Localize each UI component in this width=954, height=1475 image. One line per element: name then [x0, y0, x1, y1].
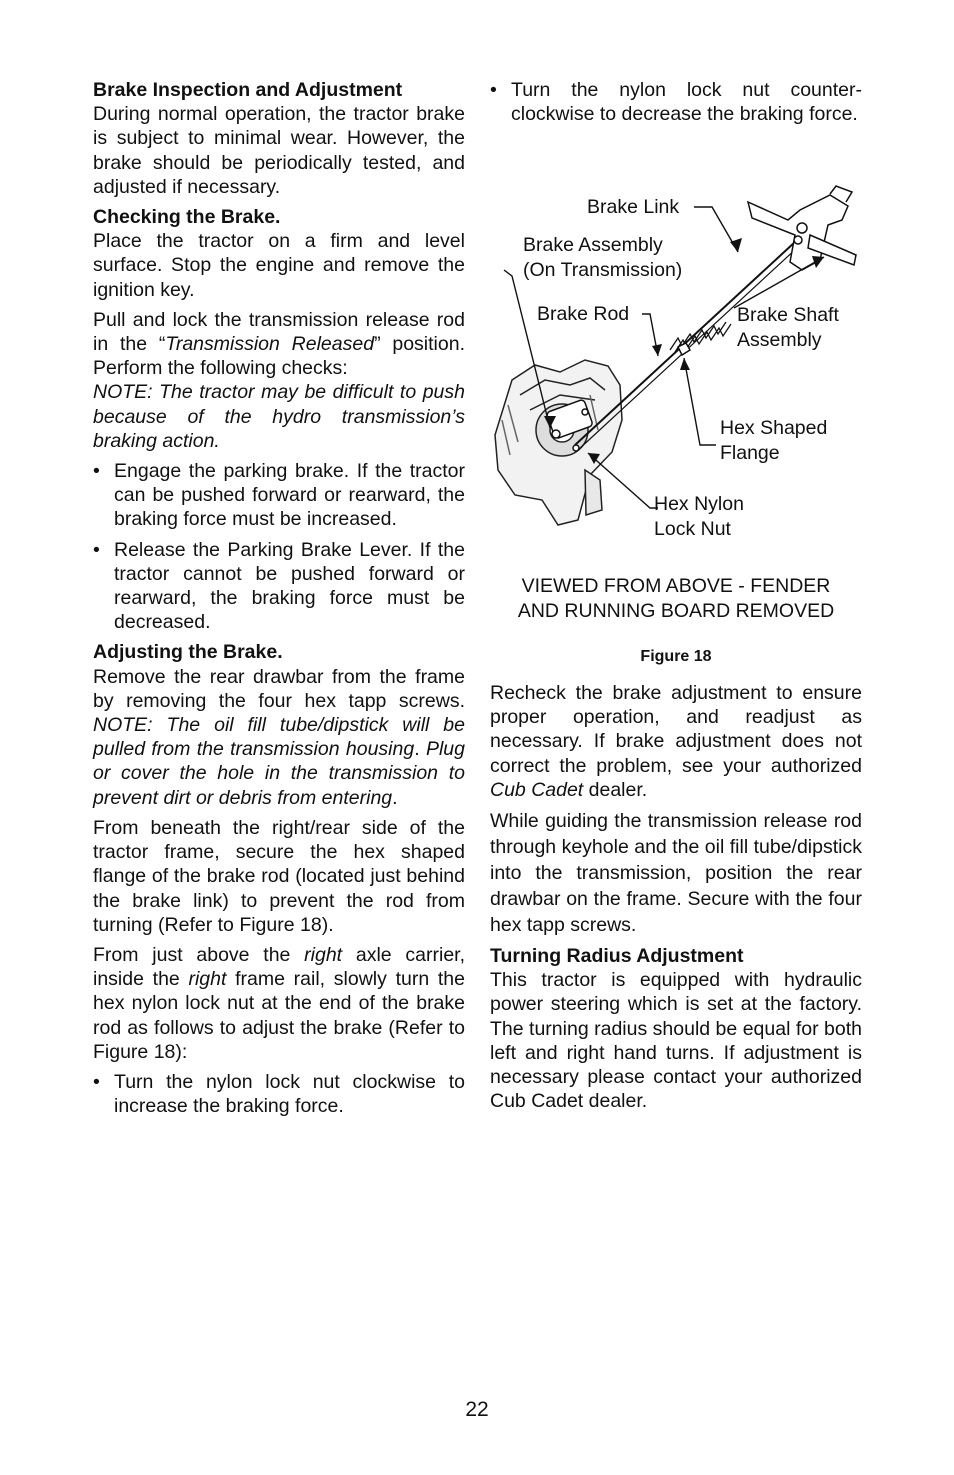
- right-column-top: [490, 78, 862, 132]
- right-column-bottom: [490, 681, 862, 1119]
- bullet-turn-counterclockwise: • Turn the nylon lock nut counter-clockwise to decrease the braking force.: [490, 79, 862, 126]
- bullet-turn-clockwise: • Turn the nylon lock nut clockwise to increase the braking force.: [93, 1070, 465, 1118]
- checking-paragraph-2: Pull and lock the transmission release rod in the “Transmission Released” position. Perform the following checks: NOTE: The tractor may be difficult to push because of the hydro transmission’s braking action.: [93, 308, 465, 452]
- turning-radius-paragraph: This tractor is equipped with hydraulic power steering which is set at the factory. The turning radius should be equal for both left and right hand turns. If adjustment is necessary please contact your authorized Cub Cadet dealer.: [490, 969, 862, 1113]
- drawbar-paragraph: While guiding the transmission release rod through keyhole and the oil fill tube/dipstick into the transmission, position the rear drawbar on the frame. Secure with the four hex tapp screws.: [490, 810, 862, 937]
- bullet-release-parking-brake: • Release the Parking Brake Lever. If the tractor cannot be pushed forward or rearward, the braking force must be decreased.: [93, 538, 465, 634]
- intro-paragraph: During normal operation, the tractor brake is subject to minimal wear. However, the brake should be periodically tested, and adjusted if necessary.: [93, 103, 465, 198]
- page-number: 22: [465, 1398, 489, 1421]
- label-hex-nut-1: Hex Nylon: [654, 493, 744, 515]
- left-column: [93, 78, 465, 1124]
- figure-caption: [490, 574, 862, 624]
- label-hex-nut-2: Lock Nut: [654, 518, 731, 540]
- checking-paragraph-1: Place the tractor on a firm and level surface. Stop the engine and remove the ignition key.: [93, 230, 465, 301]
- caption-line-2: AND RUNNING BOARD REMOVED: [517, 600, 835, 622]
- label-hex-flange-1: Hex Shaped: [720, 417, 828, 439]
- transmission-released-term: Transmission Released: [165, 333, 375, 356]
- heading-turning-radius: Turning Radius Adjustment: [490, 945, 744, 968]
- label-brake-rod: Brake Rod: [537, 303, 630, 325]
- heading-adjusting-brake: Adjusting the Brake.: [93, 641, 283, 664]
- figure-18-brake-diagram: [490, 180, 862, 550]
- label-brake-link: Brake Link: [587, 196, 680, 218]
- adjusting-paragraph-2: From beneath the right/rear side of the tractor frame, secure the hex shaped flange of the brake rod (located just behind the brake link) to prevent the rod from turning (Refer to Figure 18).: [93, 816, 465, 936]
- figure-label: Figure 18: [640, 648, 712, 665]
- adjusting-paragraph-1: Remove the rear drawbar from the frame by removing the four hex tapp screws. NOTE: The oil fill tube/dipstick will be pulled from the transmission housing. Plug or cover the hole in the transmission to prevent dirt or debris from entering.: [93, 665, 465, 809]
- caption-line-1: VIEWED FROM ABOVE - FENDER: [521, 575, 831, 597]
- label-hex-flange-2: Flange: [720, 442, 780, 464]
- brand-cub-cadet: Cub Cadet: [490, 778, 584, 801]
- label-brake-shaft-2: Assembly: [737, 329, 822, 351]
- bullet-engage-parking-brake: • Engage the parking brake. If the tractor can be pushed forward or rearward, the braking force must be increased.: [93, 460, 465, 531]
- label-brake-assembly-1: Brake Assembly: [523, 234, 663, 256]
- heading-brake-inspection: Brake Inspection and Adjustment: [93, 79, 403, 101]
- transmission-housing-illustration: [495, 360, 622, 525]
- label-brake-shaft-1: Brake Shaft: [737, 304, 839, 326]
- brake-shaft-assembly-illustration: [748, 186, 856, 270]
- bullet-marker: •: [93, 1070, 100, 1093]
- note-hydro-braking: NOTE: The tractor may be difficult to push because of the hydro transmission’s braking action.: [93, 381, 465, 452]
- adjusting-paragraph-3: From just above the right axle carrier, inside the right frame rail, slowly turn the hex nylon lock nut at the end of the brake rod as follows to adjust the brake (Refer to Figure 18):: [93, 943, 465, 1063]
- heading-checking-brake: Checking the Brake.: [93, 206, 281, 229]
- bullet-marker: •: [93, 460, 100, 483]
- bullet-marker: •: [490, 79, 497, 101]
- bullet-marker: •: [93, 538, 100, 561]
- label-brake-assembly-2: (On Transmission): [523, 259, 683, 281]
- recheck-paragraph: Recheck the brake adjustment to ensure proper operation, and readjust as necessary. If brake adjustment does not correct the problem, see your authorized Cub Cadet dealer.: [490, 682, 862, 801]
